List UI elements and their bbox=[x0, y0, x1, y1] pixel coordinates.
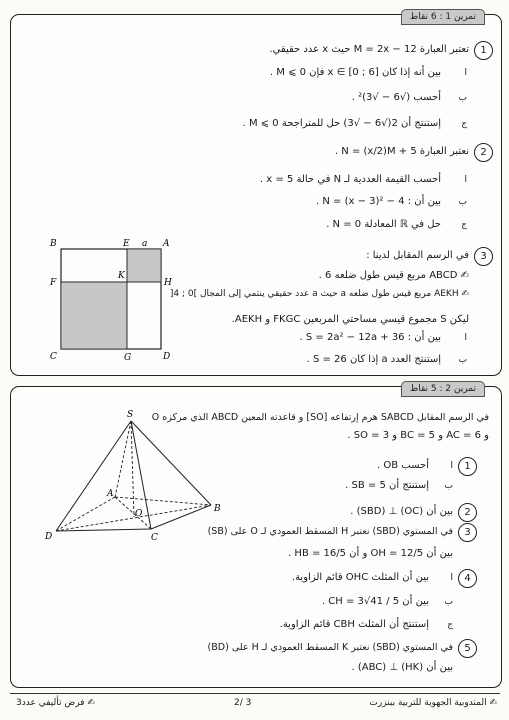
q2b-text: بين أن : N = (x − 3)² − 4 . bbox=[316, 196, 441, 207]
ex2-q4b-text: بين أن CH = 3√41 / 5 . bbox=[321, 596, 429, 607]
ex2-q1a-mark: ا bbox=[450, 461, 453, 471]
q1a-text: بين أنه إذا كان x ∈ [0 ; 6] فإن M ⩽ 0 . bbox=[269, 67, 441, 78]
label-O: O bbox=[135, 509, 143, 519]
ex2-q1b-text: إستنتج أن SB = 5 . bbox=[345, 480, 429, 491]
q1c-mark: ج bbox=[461, 119, 467, 129]
q2c-text: حل في ℝ المعادلة N = 0 . bbox=[326, 219, 441, 230]
label-B: B bbox=[214, 504, 221, 514]
footer-page: 2/ 3 bbox=[234, 698, 252, 708]
ex2-q4c-text: إستنتج أن المثلث CBH قائم الزاوية. bbox=[279, 619, 429, 630]
pyramid-figure bbox=[31, 407, 231, 547]
q2-number: 2 bbox=[474, 143, 493, 162]
square-fkgc bbox=[61, 282, 127, 349]
q3-line-3: ليكن S مجموع قيسي مساحتي المربعين FKGC و AEKH. bbox=[231, 314, 469, 325]
q1a-mark: ا bbox=[464, 68, 467, 78]
label-G: G bbox=[124, 353, 132, 363]
q2c-mark: ج bbox=[461, 220, 467, 230]
footer-rule bbox=[10, 693, 500, 694]
ex2-q5-number: 5 bbox=[458, 639, 477, 658]
q3-number: 3 bbox=[474, 247, 493, 266]
ex2-q3-text-2: بين أن OH = 12/5 و أن HB = 16/5 . bbox=[288, 548, 453, 559]
label-S: S bbox=[127, 410, 134, 420]
q1b-mark: ب bbox=[458, 93, 467, 103]
ex2-q3-text: في المستوي (SBD) نعتبر H المسقط العمودي لـ O على (SB) bbox=[207, 526, 453, 537]
q1-text: تعتبر العبارة M = 2x − 12 حيث x عدد حقيقي. bbox=[269, 44, 469, 55]
ex2-q1a-text: أحسب OB . bbox=[377, 460, 429, 471]
q3a-text: بين أن : S = 2a² − 12a + 36 . bbox=[299, 332, 441, 343]
ex2-q4b-mark: ب bbox=[444, 597, 453, 607]
q1c-text: إستنتج أن 2(√6 − √3) حل للمتراجحة M ⩽ 0 . bbox=[242, 118, 441, 129]
ex2-q4c-mark: ج bbox=[447, 620, 453, 630]
ex2-intro-2: و AC = 6 و BC = 5 و SO = 3 . bbox=[347, 430, 489, 441]
ex2-q4a-mark: ا bbox=[450, 573, 453, 583]
ex2-q1b-mark: ب bbox=[444, 481, 453, 491]
ex2-intro-1: في الرسم المقابل SABCD هرم إرتفاعه [SO] و قاعدته المعين ABCD الذي مركزه O bbox=[151, 412, 489, 423]
label-C: C bbox=[50, 352, 57, 362]
label-H: H bbox=[164, 278, 172, 288]
q3-intro: في الرسم المقابل لدينا : bbox=[366, 250, 469, 261]
q2a-mark: ا bbox=[464, 175, 467, 185]
q3b-mark: ب bbox=[458, 355, 467, 365]
label-B: B bbox=[50, 239, 57, 249]
ex2-q4-number: 4 bbox=[458, 569, 477, 588]
q2a-text: أحسب القيمة العددية لـ N في حالة x = 5 . bbox=[259, 174, 441, 185]
label-F: F bbox=[50, 278, 57, 288]
label-A: A bbox=[163, 239, 170, 249]
exercise-1-title: تمرين 1 : 6 نقاط bbox=[401, 9, 485, 25]
ex2-q5-text-2: بين أن (HK) ⊥ (ABC) . bbox=[351, 662, 453, 673]
q2b-mark: ب bbox=[458, 197, 467, 207]
ex2-q2-number: 2 bbox=[458, 503, 477, 522]
q2-text: نعتبر العبارة N = (x/2)M + 5 . bbox=[334, 146, 469, 157]
square-figure bbox=[41, 235, 191, 365]
ex2-q5-text: في المستوي (SBD) نعتبر K المسقط العمودي لـ H على (BD) bbox=[207, 642, 453, 653]
label-E: E bbox=[123, 239, 130, 249]
ex2-q4a-text: بين أن المثلث OHC قائم الزاوية. bbox=[291, 572, 429, 583]
q3b-text: إستنتج العدد a إذا كان S = 26 . bbox=[306, 354, 441, 365]
q3a-mark: ا bbox=[464, 333, 467, 343]
ex2-q1-number: 1 bbox=[458, 457, 477, 476]
exercise-2-title: تمرين 2 : 5 نقاط bbox=[401, 381, 485, 397]
q1b-text: أحسب (√6 − √3)² . bbox=[351, 92, 441, 103]
label-C: C bbox=[151, 533, 158, 543]
label-D: D bbox=[45, 532, 53, 542]
label-D: D bbox=[163, 352, 171, 362]
footer-right: ✍ المندوبية الجهوية للتربية ببنزرت bbox=[369, 698, 497, 708]
exercise-2-box bbox=[10, 386, 502, 688]
label-A: A bbox=[107, 489, 114, 499]
label-a: a bbox=[142, 239, 148, 249]
square-aekh bbox=[127, 249, 161, 282]
q1-number: 1 bbox=[474, 41, 493, 60]
exercise-1-box bbox=[10, 14, 502, 376]
ex2-q3-number: 3 bbox=[458, 523, 477, 542]
footer-left: ✍ فرض تأليفي عدد3 bbox=[16, 698, 95, 708]
q3-line-1: ✍ ABCD مربع قيس طول ضلعه 6 . bbox=[318, 270, 469, 281]
ex2-q2-text: بين أن (OC) ⊥ (SBD) . bbox=[350, 506, 453, 517]
q3-line-2: ✍ AEKH مربع قيس طول ضلعه a حيث a عدد حقيقي ينتمي إلى المجال ]0 ; 4[ bbox=[169, 289, 469, 299]
label-K: K bbox=[118, 271, 125, 281]
